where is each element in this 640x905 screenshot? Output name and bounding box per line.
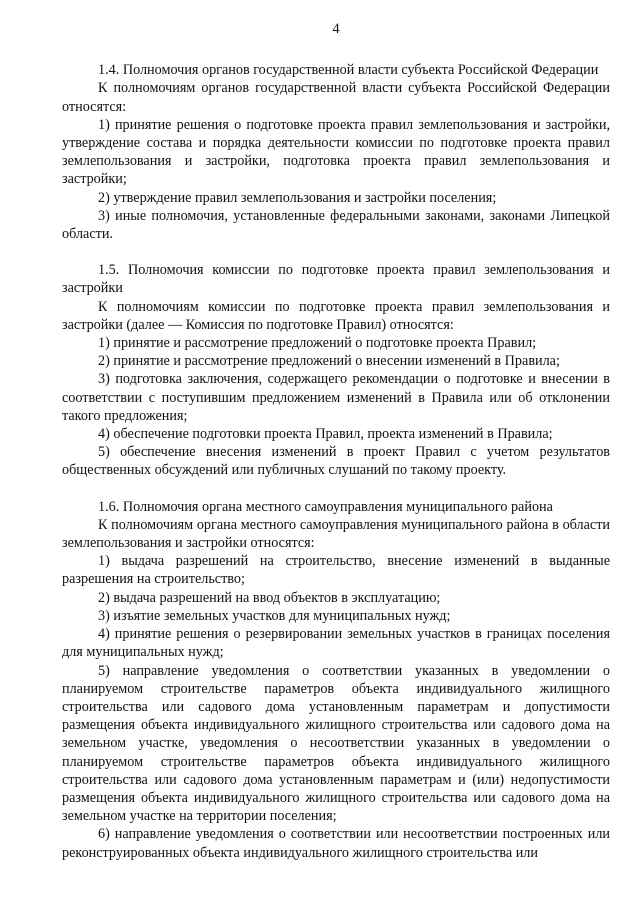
paragraph: К полномочиям органов государственной власти субъекта Российской Федерации относятся: — [62, 80, 610, 115]
list-item: 6) направление уведомления о соответствии или несоответствии построенных или реконструированных объекта индивидуального жилищного строительства или — [62, 826, 610, 861]
list-item: 4) обеспечение подготовки проекта Правил, проекта изменений в Правила; — [98, 426, 553, 443]
section-heading: 1.5. Полномочия комиссии по подготовке проекта правил землепользования и застройки — [62, 262, 610, 297]
paragraph: К полномочиям органа местного самоуправления муниципального района в области землепользования и застройки относятся: — [62, 516, 610, 552]
list-item: 3) иные полномочия, установленные федеральными законами, законами Липецкой области. — [62, 207, 610, 243]
list-item: 1) принятие и рассмотрение предложений о подготовке проекта Правил; — [98, 335, 537, 352]
list-item: 2) принятие и рассмотрение предложений о внесении изменений в Правила; — [98, 353, 560, 370]
section-heading: 1.6. Полномочия органа местного самоуправления муниципального района — [98, 498, 553, 515]
list-item: 5) обеспечение внесения изменений в проект Правил с учетом результатов общественных обсуждений или публичных слушаний по такому проекту. — [62, 444, 610, 479]
section-1-6 — [62, 498, 610, 862]
list-item: 3) изъятие земельных участков для муниципальных нужд; — [98, 607, 451, 624]
list-item: 1) выдача разрешений на строительство, внесение изменений в выданные разрешения на строительство; — [62, 553, 610, 588]
paragraph: К полномочиям комиссии по подготовке проекта правил землепользования и застройки (далее — Комиссия по подготовке Правил) относятся: — [62, 298, 610, 333]
list-item: 2) выдача разрешений на ввод объектов в эксплуатацию; — [98, 589, 441, 606]
list-item: 4) принятие решения о резервировании земельных участков в границах поселения для муниципальных нужд; — [62, 626, 610, 661]
section-1-5 — [62, 261, 610, 479]
document-page — [62, 20, 610, 880]
section-heading: 1.4. Полномочия органов государственной власти субъекта Российской Федерации — [98, 62, 599, 79]
list-item: 3) подготовка заключения, содержащего рекомендации о подготовке и внесении в соответствии с поступившим предложением изменений в Правила или об отклонении такого предложения; — [62, 371, 610, 424]
list-item: 1) принятие решения о подготовке проекта правил землепользования и застройки, утверждение состава и порядка деятельности комиссии по подготовке проекта правил землепользования и застройки, подготовка проекта правил землепользования и застройки; — [62, 116, 610, 188]
page-number: 4 — [332, 21, 340, 37]
list-item: 5) направление уведомления о соответствии указанных в уведомлении о планируемом строительстве параметров объекта индивидуального жилищного строительства или садового дома установленным параметрам и допустимости размещения объекта индивидуального жилищного строительства или садового дома на земельном участке, уведомления о несоответствии указанных в уведомлении о планируемом строительстве параметров объекта индивидуального жилищного строительства или садового дома установленным параметрам и (или) недопустимости размещения объекта индивидуального жилищного строительства или садового дома на земельном участке на территории поселения; — [62, 662, 610, 825]
section-1-4 — [62, 61, 610, 243]
list-item: 2) утверждение правил землепользования и застройки поселения; — [98, 189, 497, 206]
